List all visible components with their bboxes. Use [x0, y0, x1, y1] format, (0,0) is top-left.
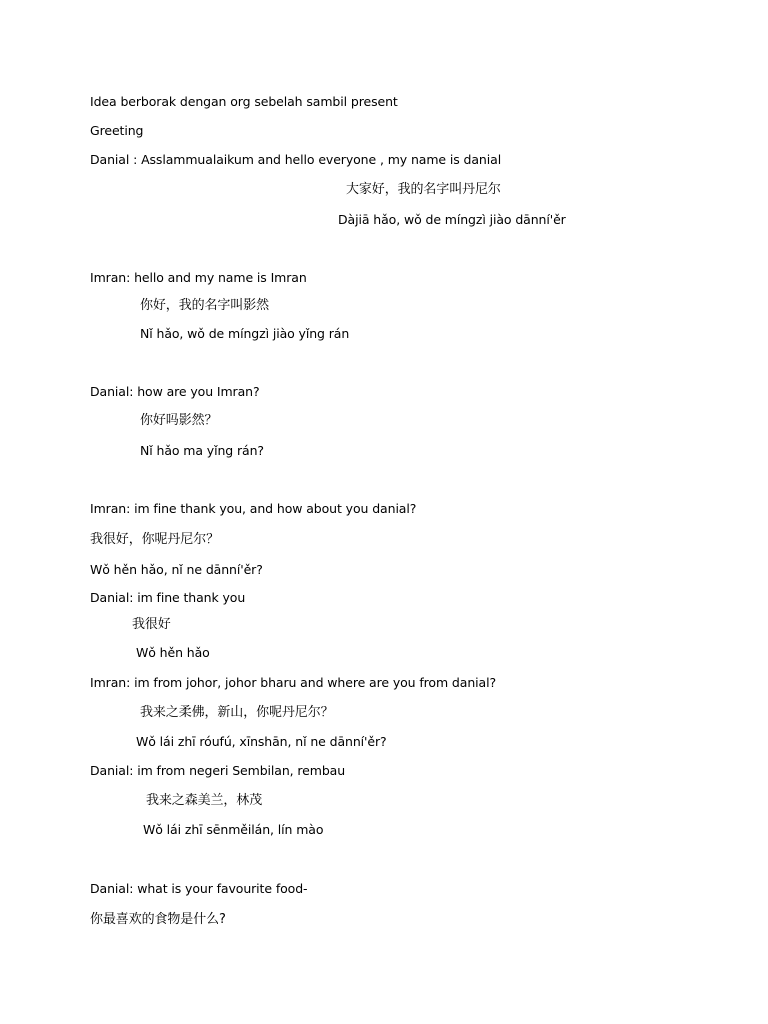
dialogue-line: Danial: what is your favourite food-: [90, 881, 308, 896]
chinese-line: 你好，我的名字叫影然: [140, 298, 270, 313]
chinese-line: 大家好，我的名字叫丹尼尔: [346, 182, 501, 197]
chinese-line: 我来之森美兰，林茂: [146, 793, 263, 808]
dialogue-line: Danial : Asslammualaikum and hello everyone , my name is danial: [90, 152, 502, 167]
chinese-line: 我很好，你呢丹尼尔？: [90, 532, 220, 547]
dialogue-line: Danial: im fine thank you: [90, 590, 246, 605]
dialogue-line: Danial: im from negeri Sembilan, rembau: [90, 763, 346, 778]
pinyin-line: Dàjiā hǎo, wǒ de míngzì jiào dānní'ěr: [338, 212, 566, 227]
pinyin-line: Wǒ hěn hǎo, nǐ ne dānní'ěr?: [90, 562, 263, 577]
dialogue-line: Imran: im from johor, johor bharu and where are you from danial?: [90, 675, 496, 690]
pinyin-line: Wǒ lái zhī róufú, xīnshān, nǐ ne dānní'ěr?: [136, 734, 387, 749]
chinese-line: 我来之柔佛，新山，你呢丹尼尔？: [140, 705, 334, 720]
chinese-line: 你好吗影然？: [140, 413, 218, 428]
pinyin-line: Wǒ hěn hǎo: [136, 645, 210, 660]
pinyin-line: Nǐ hǎo ma yǐng rán?: [140, 443, 264, 458]
dialogue-line: Imran: hello and my name is Imran: [90, 270, 307, 285]
section-heading: Greeting: [90, 123, 144, 138]
dialogue-line: Imran: im fine thank you, and how about you danial?: [90, 501, 417, 516]
document-title: Idea berborak dengan org sebelah sambil present: [90, 94, 398, 109]
dialogue-line: Danial: how are you Imran?: [90, 384, 260, 399]
pinyin-line: Wǒ lái zhī sēnměilán, lín mào: [143, 822, 324, 837]
chinese-line: 我很好: [132, 617, 171, 632]
chinese-line: 你最喜欢的食物是什么?: [90, 912, 226, 927]
pinyin-line: Nǐ hǎo, wǒ de míngzì jiào yǐng rán: [140, 326, 350, 341]
